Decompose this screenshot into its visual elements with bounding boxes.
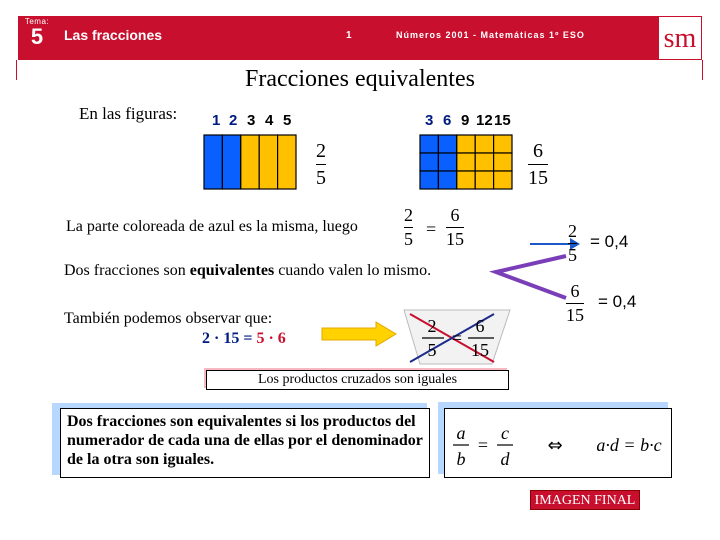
right-figure-fraction: [528, 140, 548, 189]
equals-sign: =: [426, 219, 437, 239]
svg-text:=: =: [477, 435, 489, 455]
fraction-numerator: 6: [450, 205, 460, 225]
fraction-bar: [446, 227, 464, 228]
left-figure-fraction: [316, 140, 326, 189]
final-image-button[interactable]: IMAGEN FINAL: [530, 490, 640, 510]
grid-cell: [204, 135, 222, 189]
grid-cell: [438, 171, 456, 189]
definition-box: Dos fracciones son equivalentes si los productos del numerador de cada una de ellas por el denominador de la otra son iguales.: [60, 408, 430, 478]
svg-text:c: c: [501, 423, 509, 443]
statement-same-part: La parte coloreada de azul es la misma, luego: [66, 218, 358, 235]
svg-text:d: d: [500, 449, 510, 469]
tema-label: Tema:: [24, 17, 50, 26]
grid-cell: [222, 135, 240, 189]
decimal-fraction-2: [566, 282, 584, 325]
cross-product-equation: [202, 330, 286, 348]
cross-denominator-left: 5: [427, 340, 437, 360]
statement-equivalent-bold: equivalentes: [189, 262, 275, 279]
fraction-numerator: 2: [404, 205, 413, 225]
cross-product-right: 5 · 6: [256, 330, 286, 347]
right-digit-12: 12: [476, 112, 493, 129]
decimal-fraction-1: [568, 222, 577, 265]
grid-cell: [475, 171, 493, 189]
fraction-bar: [404, 227, 413, 228]
fraction-numerator: 6: [570, 281, 580, 301]
fraction-bar: [528, 164, 548, 165]
formula-box: [444, 408, 672, 478]
sm-logo: [658, 16, 702, 60]
statement-equivalent-suffix: cuando valen lo mismo.: [278, 262, 432, 279]
fraction-denominator: 5: [568, 245, 577, 266]
cross-product-equals: =: [243, 330, 253, 347]
statement-equivalent-prefix: Dos fracciones son: [64, 262, 186, 279]
grid-cell: [457, 153, 475, 171]
tema-number: 5: [30, 24, 44, 49]
header-title: Las fracciones: [64, 27, 163, 43]
fraction-denominator: 15: [566, 305, 584, 326]
grid-cell: [494, 171, 512, 189]
svg-text:=: =: [451, 328, 463, 348]
grid-cell: [494, 135, 512, 153]
equality-fraction-right: [446, 206, 464, 249]
logo-text: sm: [663, 23, 697, 54]
grid-cell: [438, 153, 456, 171]
grid-cell: [457, 135, 475, 153]
fraction-denominator: 5: [404, 229, 413, 250]
grid-cell: [438, 135, 456, 153]
grid-cell: [475, 135, 493, 153]
fraction-numerator: 2: [316, 140, 326, 162]
left-digit-2: 2: [229, 112, 238, 129]
cross-denominator-right: 15: [471, 340, 489, 360]
left-digit-5: 5: [283, 112, 292, 129]
cross-numerator-left: 2: [427, 316, 437, 336]
course-label: Números 2001 - Matemáticas 1º ESO: [396, 30, 585, 40]
formula-svg: [445, 409, 671, 477]
right-digit-6: 6: [443, 112, 452, 129]
grid-cell: [241, 135, 259, 189]
fraction-bar: [568, 243, 577, 244]
left-digit-3: 3: [247, 112, 256, 129]
products-box: Los productos cruzados son iguales: [206, 370, 509, 390]
decimal-value-2: = 0,4: [598, 292, 637, 311]
fraction-denominator: 15: [528, 167, 548, 190]
page-title: Fracciones equivalentes: [245, 66, 475, 92]
page-number: 1: [346, 30, 352, 41]
left-digit-4: 4: [265, 112, 274, 129]
grid-cell: [259, 135, 277, 189]
right-digit-9: 9: [461, 112, 470, 129]
grid-cell: [475, 153, 493, 171]
equality-fraction-left: [404, 206, 413, 249]
fraction-numerator: 6: [533, 140, 543, 162]
fraction-denominator: 15: [446, 229, 464, 250]
statement-observe: También podemos observar que:: [64, 310, 273, 327]
grid-cell: [420, 135, 438, 153]
right-digit-3: 3: [425, 112, 434, 129]
formula-right: a·d = b·c: [596, 435, 662, 455]
statement-equivalent: [64, 262, 431, 280]
grid-cell: [494, 153, 512, 171]
decimal-value-1: = 0,4: [590, 232, 629, 251]
grid-cell: [278, 135, 296, 189]
left-digit-1: 1: [212, 112, 221, 129]
cross-numerator-right: 6: [475, 316, 485, 336]
right-digit-15: 15: [494, 112, 511, 129]
grid-cell: [420, 171, 438, 189]
iff-symbol: ⇔: [547, 435, 563, 456]
fraction-bar: [566, 303, 584, 304]
fraction-denominator: 5: [316, 167, 326, 190]
grid-cell: [420, 153, 438, 171]
right-fraction-grid: [419, 134, 515, 190]
cross-multiplication-diagram: [402, 308, 512, 366]
grid-cell: [457, 171, 475, 189]
yellow-arrow: [320, 320, 400, 348]
cross-product-left: 2 · 15: [202, 330, 240, 347]
fraction-bar: [316, 164, 326, 165]
svg-text:a: a: [456, 423, 466, 443]
figures-label: En las figuras:: [79, 104, 178, 123]
left-fraction-grid: [203, 134, 299, 190]
fraction-numerator: 2: [568, 221, 577, 241]
svg-text:b: b: [456, 449, 466, 469]
